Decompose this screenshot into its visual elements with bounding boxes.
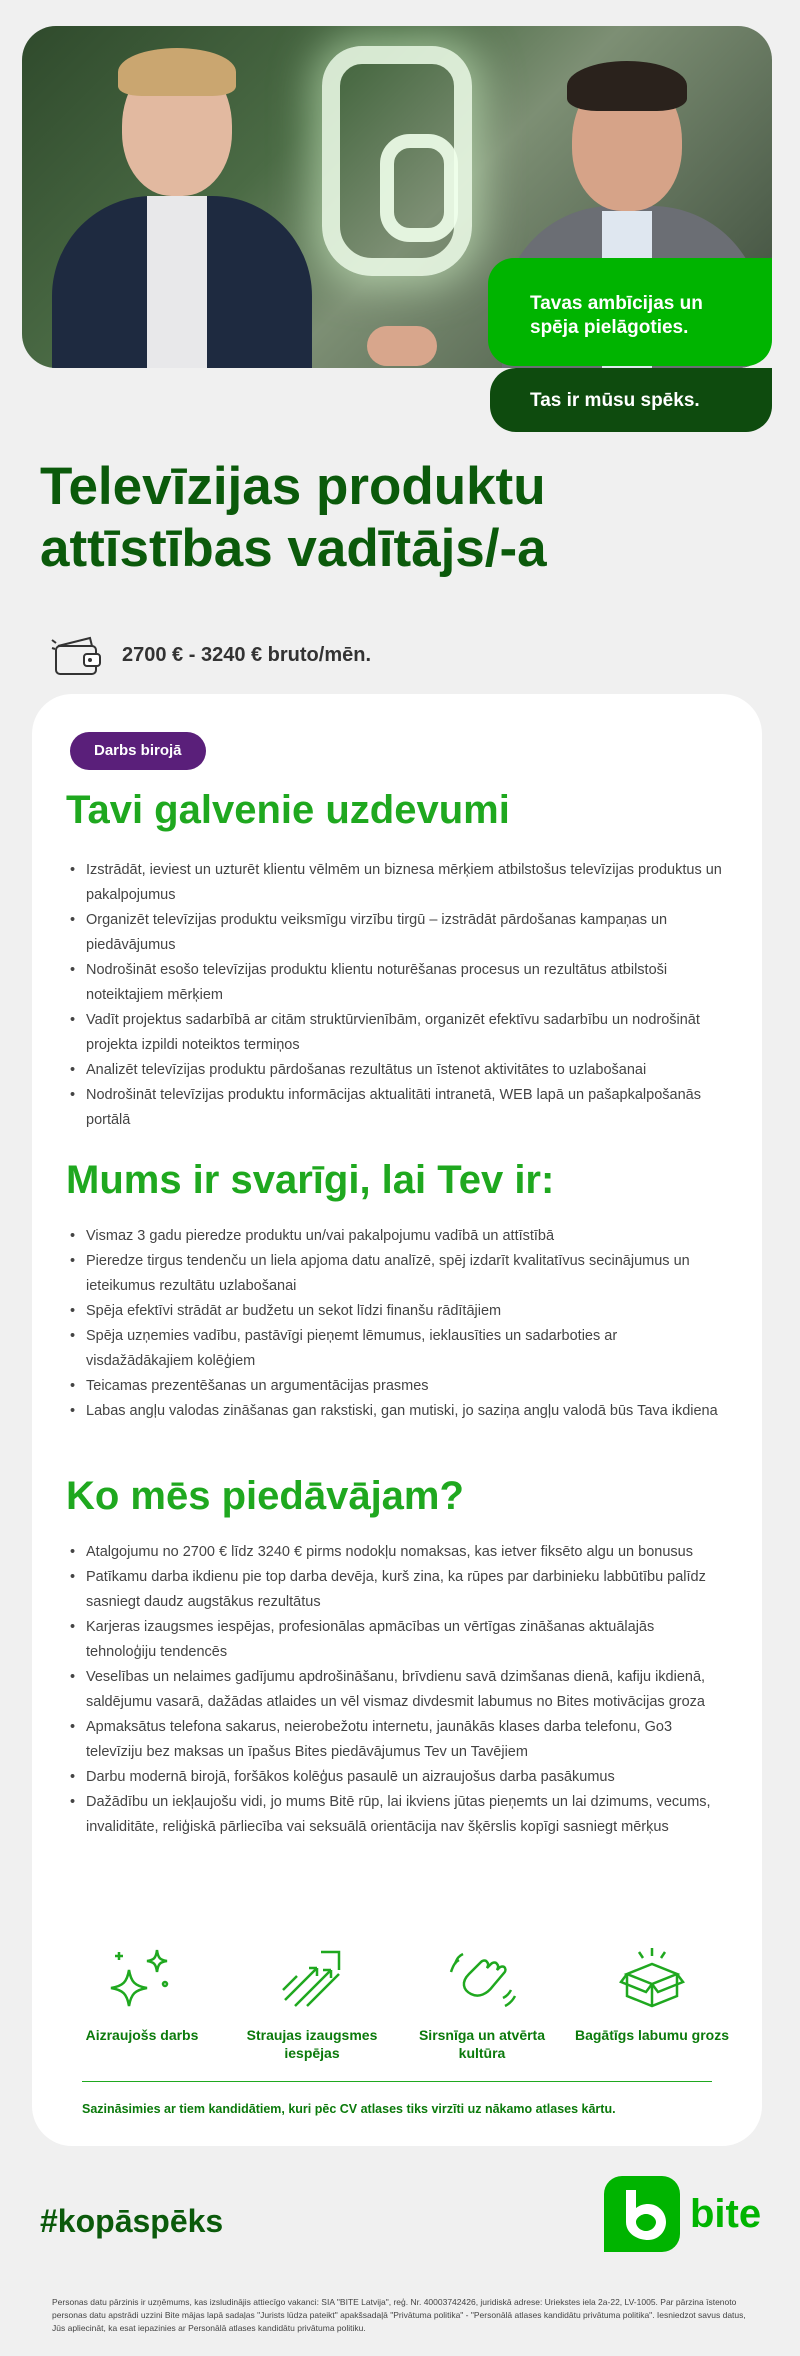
requirements-list	[68, 1224, 728, 1424]
bite-logo[interactable]	[604, 2176, 764, 2252]
benefit-label: Bagātīgs labumu grozs	[574, 2027, 730, 2043]
sparkles-icon	[107, 1944, 177, 2014]
offer-title: Ko mēs piedāvājam?	[66, 1474, 464, 1518]
benefits-row	[62, 1944, 732, 2074]
list-item: • Teicamas prezentēšanas un argumentācijas prasmes	[68, 1374, 728, 1399]
salary-row	[50, 630, 650, 680]
list-item: • Nodrošināt esošo televīzijas produktu klientu noturēšanas procesus un rezultātus atbilstoši noteiktajiem mērķiem	[68, 958, 728, 1008]
wallet-icon	[50, 632, 106, 678]
waving-hand-icon	[447, 1944, 517, 2014]
divider	[82, 2081, 712, 2082]
list-item: • Patīkamu darba ikdienu pie top darba devēja, kurš zina, ka rūpes par darbinieku labbūtību palīdz sasniegt daudz augstākus rezultātus	[68, 1565, 728, 1615]
hero-bubble-secondary: Tas ir mūsu spēks.	[490, 368, 772, 432]
benefit-label: Aizraujošs darbs	[85, 2027, 199, 2043]
hashtag: #kopāspēks	[40, 2203, 224, 2239]
benefit-label: Straujas izaugsmes iespējas	[246, 2027, 378, 2061]
list-item: • Pieredze tirgus tendenču un liela apjoma datu analīzē, spēj izdarīt kvalitatīvus secinājumus un ieteikumus rezultātu uzlabošanai	[68, 1249, 728, 1299]
list-item: • Atalgojumu no 2700 € līdz 3240 € pirms nodokļu nomaksas, kas ietver fiksēto algu un bonusus	[68, 1540, 728, 1565]
list-item: • Veselības un nelaimes gadījumu apdrošināšanu, brīvdienu savā dzimšanas dienā, kafiju ikdienā, saldējumu vasarā, dažādas atlaides un vēl vismaz divdesmit labumus no Bites motivācijas groza	[68, 1665, 728, 1715]
list-item: • Vismaz 3 gadu pieredze produktu un/vai pakalpojumu vadībā un attīstībā	[68, 1224, 728, 1249]
list-item: • Spēja efektīvi strādāt ar budžetu un sekot līdzi finanšu rādītājiem	[68, 1299, 728, 1324]
legal-notice: Personas datu pārzinis ir uzņēmums, kas izsludinājis attiecīgo vakanci: SIA "BITE Latvija", reģ. Nr. 40003742426, juridiskā adrese: Uriekstes iela 2a-22, LV-1005. Par pārzina īstenoto personas datu apstrādi uzzini Bite mājas lapā sadaļas "Jurists lūdza pateikt" apakšsadaļā "Privātuma politika" - "Personālā atlases kandidātu privātuma politika". Iesniedzot savus datus, Jūs apliecināt, ka esat iepazinies ar Personālā atlases kandidātu privātuma politiku.	[52, 2297, 746, 2333]
gesturing-hand	[367, 326, 437, 366]
list-item: • Spēja uzņemies vadību, pastāvīgi pieņemt lēmumus, ieklausīties un sadarboties ar visdažādākajiem kolēģiem	[68, 1324, 728, 1374]
list-item: • Organizēt televīzijas produktu veiksmīgu virzību tirgū – izstrādāt pārdošanas kampaņas un piedāvājumus	[68, 908, 728, 958]
bite-logo-text: bite	[690, 2191, 762, 2236]
list-item: • Darbu modernā birojā, foršākos kolēģus pasaulē un aizraujošus darba pasākumus	[68, 1765, 728, 1790]
list-item: • Analizēt televīzijas produktu pārdošanas rezultātus un īstenot aktivitātes to uzlabošanai	[68, 1058, 728, 1083]
growth-arrows-icon	[277, 1944, 347, 2014]
tasks-title: Tavi galvenie uzdevumi	[66, 788, 510, 832]
list-item: • Izstrādāt, ieviest un uzturēt klientu vēlmēm un biznesa mērķiem atbilstošus televīzijas produktus un pakalpojumus	[68, 858, 728, 908]
neon-b-sign	[322, 46, 472, 276]
job-title: Televīzijas produktu attīstības vadītājs/-a	[40, 457, 547, 578]
person-left	[52, 46, 292, 368]
benefit-item	[62, 1944, 222, 2074]
bite-logo-mark-icon	[604, 2176, 680, 2252]
benefit-label: Sirsnīga un atvērta kultūra	[418, 2027, 546, 2061]
list-item: • Karjeras izaugsmes iespējas, profesionālas apmācības un vērtīgas zināšanas aktuālajās tehnoloģiju tendencēs	[68, 1615, 728, 1665]
tasks-list	[68, 858, 728, 1133]
benefit-item	[572, 1944, 732, 2074]
salary-text: 2700 € - 3240 € bruto/mēn.	[122, 643, 372, 666]
list-item: • Labas angļu valodas zināšanas gan rakstiski, gan mutiski, jo saziņa angļu valodā būs Tava ikdiena	[68, 1399, 728, 1424]
contact-note: Sazināsimies ar tiem kandidātiem, kuri pēc CV atlases tiks virzīti uz nākamo atlases kārtu.	[82, 2102, 616, 2116]
requirements-title: Mums ir svarīgi, lai Tev ir:	[66, 1158, 555, 1202]
offer-list	[68, 1540, 728, 1840]
list-item: • Nodrošināt televīzijas produktu informācijas aktualitāti intranetā, WEB lapā un pašapkalpošanās portālā	[68, 1083, 728, 1133]
gift-box-icon	[617, 1944, 687, 2014]
benefit-item	[232, 1944, 392, 2074]
job-details-card	[32, 694, 762, 2146]
list-item: • Vadīt projektus sadarbībā ar citām struktūrvienībām, organizēt efektīvu sadarbību un nodrošināt projekta izpildi noteiktos termiņos	[68, 1008, 728, 1058]
benefit-item	[402, 1944, 562, 2074]
list-item: • Apmaksātus telefona sakarus, neierobežotu internetu, jaunākās klases darba telefonu, Go3 televīziju bez maksas un īpašus Bites piedāvājumus Tev un Tavējiem	[68, 1715, 728, 1765]
list-item: • Dažādību un iekļaujošu vidi, jo mums Bitē rūp, lai ikviens jūtas pieņemts un lai dzimums, vecums, invaliditāte, reliģiskā pārliecība vai seksuālā orientācija nav šķērslis kopīgi sasniegt mērķus	[68, 1790, 728, 1840]
work-mode-badge: Darbs birojā	[70, 732, 206, 770]
hero-bubble-primary: Tavas ambīcijas un spēja pielāgoties.	[488, 258, 772, 366]
